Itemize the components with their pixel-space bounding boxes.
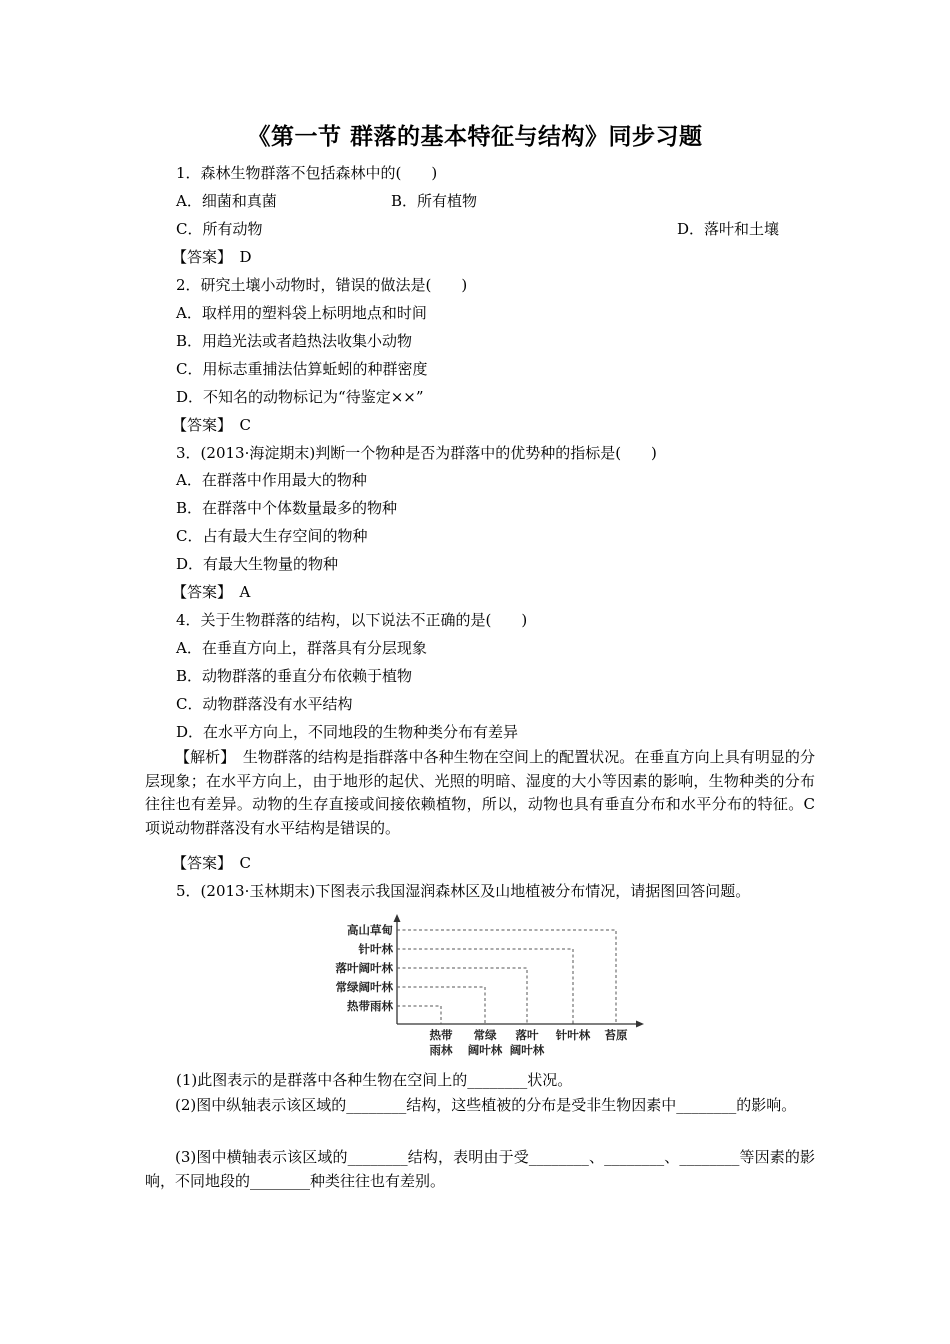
q5-stem: 5．(2013·玉林期末)下图表示我国湿润森林区及山地植被分布情况，请据图回答问题。 xyxy=(176,882,751,900)
q2-stem: 2．研究土壤小动物时，错误的做法是( ) xyxy=(176,276,468,294)
q2-option-d: D．不知名的动物标记为“待鉴定××” xyxy=(176,388,424,406)
q3-option-b: B．在群落中个体数量最多的物种 xyxy=(176,499,398,517)
q5-sub3 xyxy=(145,1146,815,1193)
x-label-1-line1: 常绿 xyxy=(473,1028,497,1042)
boundary-deciduous xyxy=(397,968,527,1024)
y-label-3: 常绿阔叶林 xyxy=(335,980,393,994)
q2-answer: 【答案】 C xyxy=(172,416,251,434)
q1-option-d: D．落叶和土壤 xyxy=(677,220,780,238)
x-label-2-line1: 落叶 xyxy=(515,1028,539,1042)
y-label-0: 高山草甸 xyxy=(347,923,393,937)
x-label-1-line2: 阔叶林 xyxy=(467,1043,503,1057)
q4-option-b: B．动物群落的垂直分布依赖于植物 xyxy=(176,667,413,685)
x-label-3-line1: 针叶林 xyxy=(555,1028,591,1042)
q4-option-a: A．在垂直方向上，群落具有分层现象 xyxy=(176,639,427,657)
q4-analysis-text: 【解析】 生物群落的结构是指群落中各种生物在空间上的配置状况。在垂直方向上具有明显的分层现象；在水平方向上，由于地形的起伏、光照的明暗、湿度的大小等因素的影响，生物种类的分布往往也有差异。动物的生存直接或间接依赖植物，所以，动物也具有垂直分布和水平分布的特征。C项说动物群落没有水平结构是错误的。 xyxy=(145,748,815,837)
y-label-4: 热带雨林 xyxy=(347,999,393,1013)
q5-sub2-text: (2)图中纵轴表示该区域的________结构，这些植被的分布是受非生物因素中________的影响。 xyxy=(175,1096,797,1114)
x-label-4-line1: 苔原 xyxy=(604,1028,628,1042)
boundary-coniferous xyxy=(397,949,573,1024)
q4-option-c: C．动物群落没有水平结构 xyxy=(176,695,353,713)
q1-option-a: A．细菌和真菌 xyxy=(176,192,277,210)
q4-option-d: D．在水平方向上，不同地段的生物种类分布有差异 xyxy=(176,723,519,741)
vegetation-distribution-figure xyxy=(320,912,660,1062)
x-label-2-line2: 阔叶林 xyxy=(509,1043,545,1057)
q3-option-a: A．在群落中作用最大的物种 xyxy=(176,471,367,489)
q3-answer: 【答案】 A xyxy=(172,583,251,601)
q2-option-a: A．取样用的塑料袋上标明地点和时间 xyxy=(176,304,427,322)
q2-option-b: B．用趋光法或者趋热法收集小动物 xyxy=(176,332,413,350)
y-label-1: 针叶林 xyxy=(358,942,393,956)
q4-analysis xyxy=(145,746,815,840)
q5-sub2 xyxy=(145,1094,815,1118)
x-axis-arrow xyxy=(636,1021,644,1028)
boundary-rainforest xyxy=(397,1006,441,1024)
x-label-0-line1: 热带 xyxy=(429,1028,453,1042)
q1-option-b: B．所有植物 xyxy=(391,192,478,210)
y-axis-arrow xyxy=(394,914,401,922)
q2-option-c: C．用标志重捕法估算蚯蚓的种群密度 xyxy=(176,360,428,378)
y-label-2: 落叶阔叶林 xyxy=(335,961,393,975)
x-label-0-line2: 雨林 xyxy=(429,1043,453,1057)
q1-option-c: C．所有动物 xyxy=(176,220,263,238)
q3-option-c: C．占有最大生存空间的物种 xyxy=(176,527,368,545)
boundary-alpine-meadow xyxy=(397,930,616,1024)
q1-stem: 1．森林生物群落不包括森林中的( ) xyxy=(176,164,438,182)
q4-answer: 【答案】 C xyxy=(172,854,251,872)
q5-sub3-text: (3)图中横轴表示该区域的________结构，表明由于受________、________、________等因素的影响，不同地段的________种类往往也有差别。 xyxy=(145,1148,815,1190)
page-title: 《第一节 群落的基本特征与结构》同步习题 xyxy=(247,123,703,150)
q3-stem: 3．(2013·海淀期末)判断一个物种是否为群落中的优势种的指标是( ) xyxy=(176,444,657,462)
q3-option-d: D．有最大生物量的物种 xyxy=(176,555,339,573)
q1-answer: 【答案】 D xyxy=(172,248,252,266)
q4-stem: 4．关于生物群落的结构，以下说法不正确的是( ) xyxy=(176,611,528,629)
q5-sub1: (1)此图表示的是群落中各种生物在空间上的________状况。 xyxy=(176,1071,573,1089)
